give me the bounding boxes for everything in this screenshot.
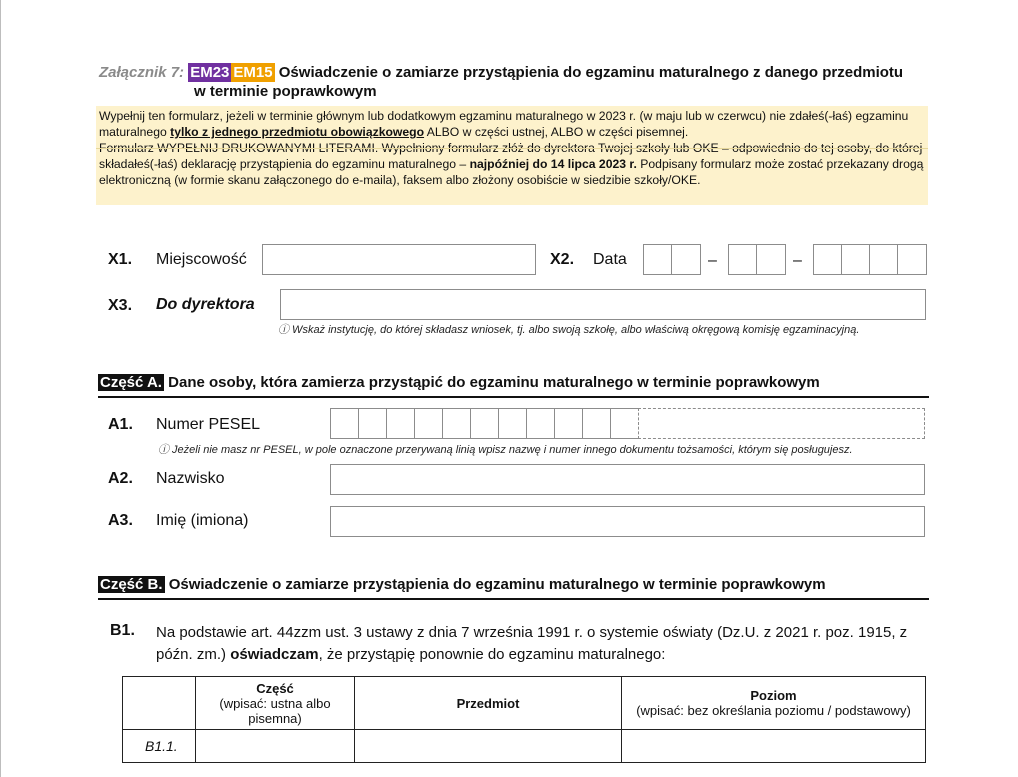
section-a-title: Dane osoby, która zamierza przystąpić do egzaminu maturalnego w terminie poprawkowym — [168, 374, 820, 391]
pesel-hint: ⓘ Jeżeli nie masz nr PESEL, w pole oznaczone przerywaną linią wpisz nazwę i numer innego dokumentu tożsamości, którym się posługujesz. — [158, 444, 853, 456]
director-label: Do dyrektora — [156, 296, 255, 313]
surname-label: Nazwisko — [156, 470, 225, 487]
pesel-label: Numer PESEL — [156, 416, 261, 433]
declaration-text: Na podstawie art. 44zzm ust. 3 ustawy z dnia 7 września 1991 r. o systemie oświaty (Dz.U. z 2021 r. poz. 1915, z późn. zm.) oświadczam, że przystąpię ponownie do egzaminu maturalnego: — [156, 624, 908, 663]
instructions-paragraph-1: Wypełnij ten formularz, jeżeli w terminie głównym lub dodatkowym egzaminu maturalnego w 2023 r. (w maju lub w czerwcu) nie zdałeś(-łaś) egzaminu maturalnego tylko z jednego przedmiotu obowiązkowego ALBO w części ustnej, ALBO w części pisemnej. — [99, 109, 909, 139]
row-label: B1.1. — [123, 730, 196, 763]
place-input[interactable] — [262, 244, 536, 275]
table-header-empty — [123, 677, 196, 730]
pesel-input[interactable] — [330, 408, 640, 439]
director-input[interactable] — [280, 289, 926, 320]
date-month-input[interactable] — [728, 244, 786, 275]
section-a-tag: Część A. — [100, 374, 162, 391]
emphasis-underlined: tylko z jednego przedmiotu obowiązkowego — [170, 125, 425, 139]
field-number-b1: B1. — [110, 622, 135, 639]
field-number-x1: X1. — [108, 251, 133, 268]
field-number-a2: A2. — [108, 470, 133, 487]
alt-document-input[interactable] — [638, 408, 925, 439]
date-year-input[interactable] — [813, 244, 927, 275]
table-header-subject: Przedmiot — [355, 677, 622, 730]
form-title-line2: w terminie poprawkowym — [194, 83, 377, 100]
part-cell-input[interactable] — [196, 730, 355, 763]
firstname-input[interactable] — [330, 506, 925, 537]
badge-em15: EM15 — [233, 64, 273, 81]
field-number-a1: A1. — [108, 416, 133, 433]
date-label: Data — [593, 251, 627, 268]
instructions-divider — [96, 148, 928, 149]
table-header-level: Poziom (wpisać: bez określania poziomu / podstawowy) — [622, 677, 926, 730]
exam-table — [122, 676, 926, 763]
date-separator: – — [793, 252, 802, 269]
declaration-bold: oświadczam — [230, 646, 319, 663]
subject-cell-input[interactable] — [355, 730, 622, 763]
section-b-header — [98, 576, 929, 600]
form-title: Oświadczenie o zamiarze przystąpienia do egzaminu maturalnego z danego przedmiotu — [278, 64, 904, 81]
page-edge — [0, 0, 1, 777]
section-b-tag: Część B. — [100, 576, 163, 593]
attachment-label: Załącznik 7: — [99, 64, 185, 81]
deadline-text: najpóźniej do 14 lipca 2023 r. — [469, 157, 637, 171]
firstname-label: Imię (imiona) — [156, 512, 249, 529]
level-cell-input[interactable] — [622, 730, 926, 763]
badge-em23: EM23 — [190, 64, 230, 81]
table-header-part: Część (wpisać: ustna albo pisemna) — [196, 677, 355, 730]
instructions-box — [96, 106, 928, 205]
field-number-x3: X3. — [108, 297, 133, 314]
place-label: Miejscowość — [156, 251, 247, 268]
date-separator: – — [708, 252, 717, 269]
table-row — [123, 730, 926, 763]
instructions-paragraph-2: Formularz WYPEŁNIJ DRUKOWANYMI LITERAMI. Wypełniony formularz złóż do dyrektora Twojej szkoły lub OKE – odpowiednio do tej osoby, do której składałeś(-łaś) deklarację przystąpienia do egzaminu maturalnego – najpóźniej do 14 lipca 2023 r. Podpisany formularz może zostać przekazany drogą elektroniczną (w formie skanu załączonego do e-maila), faksem albo złożony osobiście w siedzibie szkoły/OKE. — [99, 141, 924, 187]
surname-input[interactable] — [330, 464, 925, 495]
table-header-row — [123, 677, 926, 730]
section-b-title: Oświadczenie o zamiarze przystąpienia do egzaminu maturalnego w terminie poprawkowym — [168, 576, 826, 593]
field-number-x2: X2. — [550, 251, 575, 268]
date-day-input[interactable] — [643, 244, 701, 275]
field-number-a3: A3. — [108, 512, 133, 529]
section-a-header — [98, 374, 929, 398]
document-header — [99, 63, 929, 100]
director-hint: ⓘ Wskaż instytucję, do której składasz wniosek, tj. albo swoją szkołę, albo właściwą okręgową komisję egzaminacyjną. — [278, 324, 860, 336]
